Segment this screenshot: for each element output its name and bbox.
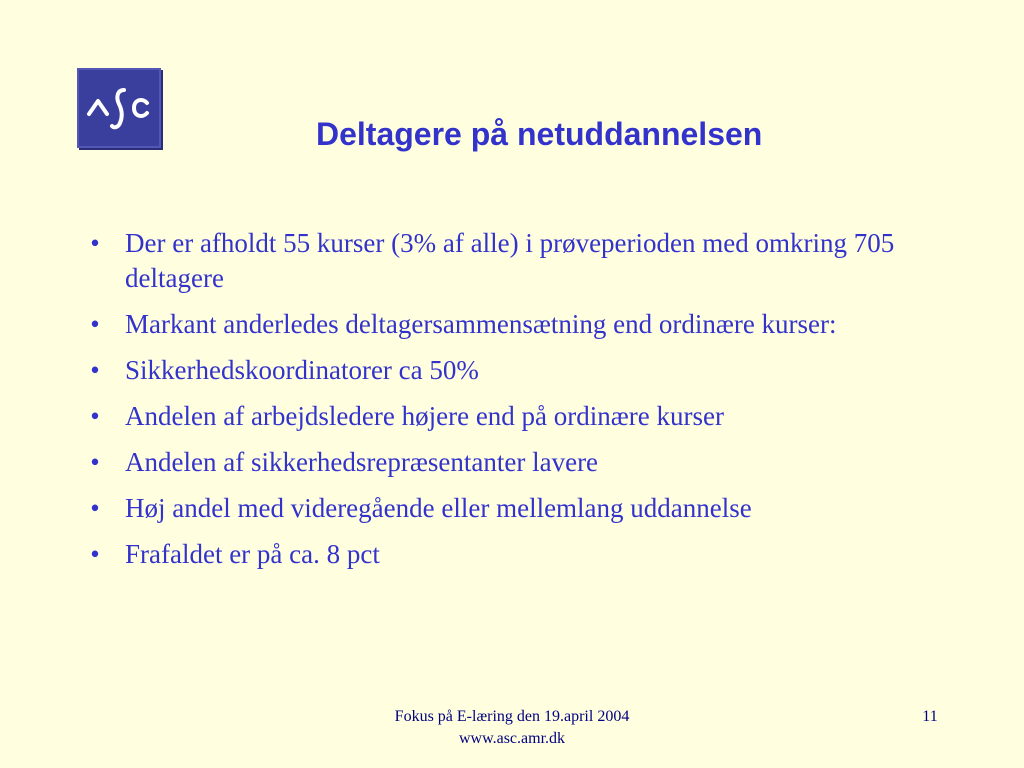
bullet-dot: • bbox=[90, 228, 100, 258]
bullet-text: Andelen af arbejdsledere højere end på ordinære kurser bbox=[125, 401, 724, 431]
bullet-item bbox=[90, 445, 965, 480]
asc-logo bbox=[77, 68, 161, 148]
bullet-dot: • bbox=[90, 355, 100, 385]
bullet-text: Sikkerhedskoordinatorer ca 50% bbox=[125, 355, 479, 385]
bullet-item bbox=[90, 353, 965, 388]
bullet-dot: • bbox=[90, 539, 100, 569]
slide-title: Deltagere på netuddannelsen bbox=[316, 116, 763, 152]
bullet-text: Andelen af sikkerhedsrepræsentanter lavere bbox=[125, 447, 599, 477]
bullet-text: Høj andel med videregående eller mellemlang uddannelse bbox=[125, 493, 752, 523]
footer-url: www.asc.amr.dk bbox=[458, 730, 566, 747]
bullet-list bbox=[90, 226, 965, 583]
bullet-item bbox=[90, 399, 965, 434]
bullet-dot: • bbox=[90, 447, 100, 477]
asc-logo-mark bbox=[77, 68, 161, 148]
bullet-item bbox=[90, 491, 965, 526]
footer-event-text: Fokus på E-læring den 19.april 2004 bbox=[394, 708, 630, 725]
bullet-dot: • bbox=[90, 493, 100, 523]
bullet-item bbox=[90, 307, 965, 342]
bullet-text: Frafaldet er på ca. 8 pct bbox=[125, 539, 380, 569]
bullet-dot: • bbox=[90, 401, 100, 431]
page-number: 11 bbox=[922, 708, 938, 725]
bullet-text: Der er afholdt 55 kurser (3% af alle) i prøveperioden med omkring 705 deltagere bbox=[125, 228, 895, 293]
bullet-item bbox=[90, 226, 965, 296]
bullet-text: Markant anderledes deltagersammensætning end ordinære kurser: bbox=[125, 309, 837, 339]
bullet-dot: • bbox=[90, 309, 100, 339]
bullet-item bbox=[90, 537, 965, 572]
footer bbox=[312, 706, 712, 750]
